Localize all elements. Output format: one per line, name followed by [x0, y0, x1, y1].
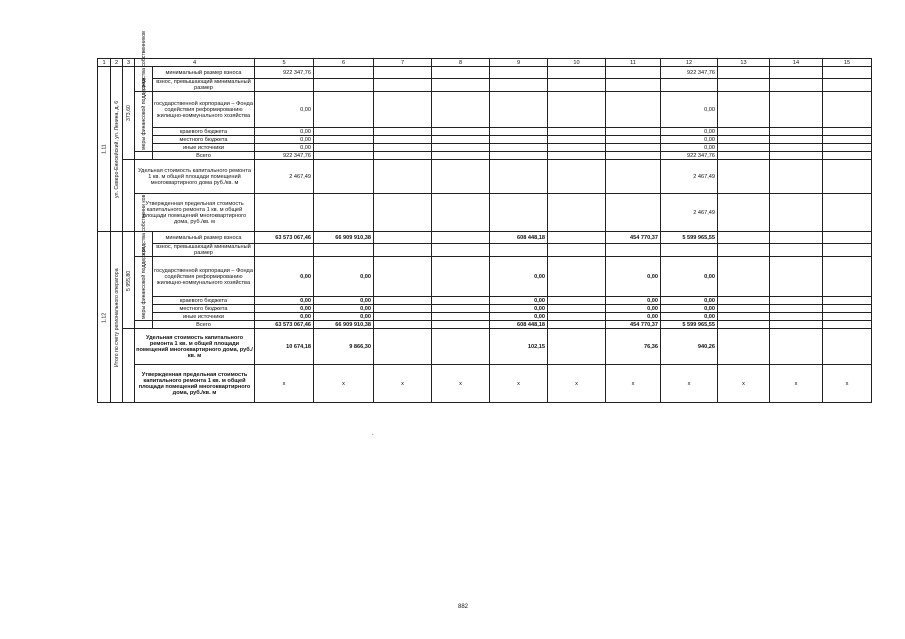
col-header-12: 12	[661, 59, 718, 67]
x-mark: x	[661, 365, 718, 403]
table-row	[98, 232, 872, 244]
row-label: минимальный размер взноса	[153, 67, 255, 79]
value-cell: 0,00	[661, 313, 718, 321]
value-cell: 0,00	[255, 136, 314, 144]
value-cell: 0,00	[606, 313, 661, 321]
address-cell: Итого по счету регионального оператора	[111, 232, 123, 403]
table-row	[98, 67, 872, 79]
capital-repair-table	[97, 31, 872, 403]
col-header-15: 15	[823, 59, 872, 67]
x-mark: x	[770, 365, 823, 403]
value-cell: 102,15	[490, 329, 548, 365]
col-header-4: 4	[135, 59, 255, 67]
col-header-13: 13	[718, 59, 770, 67]
own-funds-label: средства собственни ков	[135, 232, 153, 257]
value-cell: 0,00	[255, 144, 314, 152]
value-cell: 0,00	[255, 128, 314, 136]
value-cell: 0,00	[661, 297, 718, 305]
value-cell: 0,00	[661, 144, 718, 152]
value-cell: 0,00	[255, 305, 314, 313]
row-number: 1.11	[98, 67, 111, 232]
limit-cost-label: Утвержденная предельная стоимость капитального ремонта 1 кв. м общей площади помещений многоквартирного дома, руб./кв. м	[135, 194, 255, 232]
value-cell: 2 467,49	[255, 160, 314, 194]
col-header-14: 14	[770, 59, 823, 67]
value-cell: 922 347,76	[661, 67, 718, 79]
row-label: Всего	[153, 321, 255, 329]
total-cell: 63 573 067,46	[255, 321, 314, 329]
value-cell: 0,00	[314, 305, 374, 313]
value-cell: 0,00	[661, 305, 718, 313]
value-cell: 66 909 910,38	[314, 232, 374, 244]
table-row	[98, 152, 872, 160]
value-cell: 608 448,18	[490, 232, 548, 244]
x-mark: x	[606, 365, 661, 403]
value-cell: 2 467,49	[661, 160, 718, 194]
table-row	[98, 365, 872, 403]
table-row	[98, 313, 872, 321]
x-mark: x	[548, 365, 606, 403]
row-label: минимальный размер взноса	[153, 232, 255, 244]
row-number: 1.12	[98, 232, 111, 403]
table-row	[98, 257, 872, 297]
col-header-5: 5	[255, 59, 314, 67]
table-row	[98, 144, 872, 152]
value-cell: 0,00	[255, 257, 314, 297]
total-cell: 922 347,76	[661, 152, 718, 160]
table-row	[98, 321, 872, 329]
row-label: иные источники	[153, 144, 255, 152]
row-label: государственной корпорации – Фонда содействия реформированию жилищно-коммунального хозяйства	[153, 92, 255, 128]
table-row	[98, 305, 872, 313]
x-mark: x	[432, 365, 490, 403]
row-label: Всего	[153, 152, 255, 160]
value-cell: 9 866,30	[314, 329, 374, 365]
total-cell: 454 770,37	[606, 321, 661, 329]
value-cell: 0,00	[606, 297, 661, 305]
value-cell: 0,00	[314, 313, 374, 321]
value-cell: 0,00	[314, 257, 374, 297]
col-header-8: 8	[432, 59, 490, 67]
table-row	[98, 136, 872, 144]
value-cell: 0,00	[314, 297, 374, 305]
row-label: местного бюджета	[153, 305, 255, 313]
row-label: краевого бюджета	[153, 297, 255, 305]
x-mark: x	[823, 365, 872, 403]
value-cell: 0,00	[490, 297, 548, 305]
col-header-6: 6	[314, 59, 374, 67]
support-measures-label: меры финансовой поддержки	[135, 92, 153, 152]
row-label: местного бюджета	[153, 136, 255, 144]
value-cell: 0,00	[255, 313, 314, 321]
table-row	[98, 160, 872, 194]
value-cell: 454 770,37	[606, 232, 661, 244]
value-cell: 0,00	[490, 313, 548, 321]
value-cell: 0,00	[255, 92, 314, 128]
value-cell: 0,00	[490, 305, 548, 313]
value-cell: 940,26	[661, 329, 718, 365]
value-cell: 0,00	[661, 257, 718, 297]
total-cell: 66 909 910,38	[314, 321, 374, 329]
value-cell: 10 674,18	[255, 329, 314, 365]
col-header-3: 3	[123, 59, 135, 67]
limit-cost-label: Утвержденная предельная стоимость капитального ремонта 1 кв. м общей площади помещений многоквартирного дома, руб./кв. м	[135, 365, 255, 403]
total-cell: 608 448,18	[490, 321, 548, 329]
support-measures-label: меры финансовой поддержки	[135, 257, 153, 321]
unit-cost-label: Удельная стоимость капитального ремонта 1 кв. м общей площади помещений многоквартирного дома руб./кв. м	[135, 160, 255, 194]
table-row	[98, 329, 872, 365]
table-row	[98, 297, 872, 305]
table-row	[98, 92, 872, 128]
address-cell: ул. Северо-Енисейский, ул. Ленина, д. 6	[111, 67, 123, 232]
row-label: государственной корпорации – Фонда содействия реформированию жилищно-коммунального хозяйства	[153, 257, 255, 297]
value-cell: 76,36	[606, 329, 661, 365]
row-label: взнос, превышающий минимальный размер	[153, 244, 255, 257]
value-cell: 0,00	[606, 257, 661, 297]
value-cell: 0,00	[490, 257, 548, 297]
value-cell: 0,00	[255, 297, 314, 305]
area-cell: 373,60	[123, 67, 135, 160]
stray-mark: .	[372, 431, 374, 437]
value-cell: 922 347,76	[255, 67, 314, 79]
page-number: 882	[458, 604, 469, 610]
value-cell: 5 599 965,55	[661, 232, 718, 244]
value-cell: 0,00	[661, 92, 718, 128]
x-mark: x	[718, 365, 770, 403]
col-header-2: 2	[111, 59, 123, 67]
row-label: взнос, превышающий минимальный размер	[153, 79, 255, 92]
own-funds-label: средства собственников	[135, 67, 153, 92]
col-header-11: 11	[606, 59, 661, 67]
col-header-9: 9	[490, 59, 548, 67]
unit-cost-label: Удельная стоимость капитального ремонта 1 кв. м общей площади помещений многоквартирного дома, руб./кв. м	[135, 329, 255, 365]
table-row	[98, 79, 872, 92]
value-cell: 0,00	[606, 305, 661, 313]
row-label: иные источники	[153, 313, 255, 321]
value-cell: 63 573 067,46	[255, 232, 314, 244]
x-mark: x	[490, 365, 548, 403]
total-cell: 922 347,76	[255, 152, 314, 160]
col-header-7: 7	[374, 59, 432, 67]
x-mark: x	[314, 365, 374, 403]
area-cell: 5 955,80	[123, 232, 135, 329]
value-cell: 0,00	[661, 136, 718, 144]
header-row	[98, 59, 872, 67]
row-label: краевого бюджета	[153, 128, 255, 136]
col-header-10: 10	[548, 59, 606, 67]
x-mark: x	[255, 365, 314, 403]
col-header-1: 1	[98, 59, 111, 67]
table-row	[98, 128, 872, 136]
total-cell: 5 599 965,55	[661, 321, 718, 329]
value-cell: 0,00	[661, 128, 718, 136]
table-row	[98, 244, 872, 257]
x-mark: x	[374, 365, 432, 403]
value-cell: 2 467,49	[661, 194, 718, 232]
table-row	[98, 194, 872, 232]
